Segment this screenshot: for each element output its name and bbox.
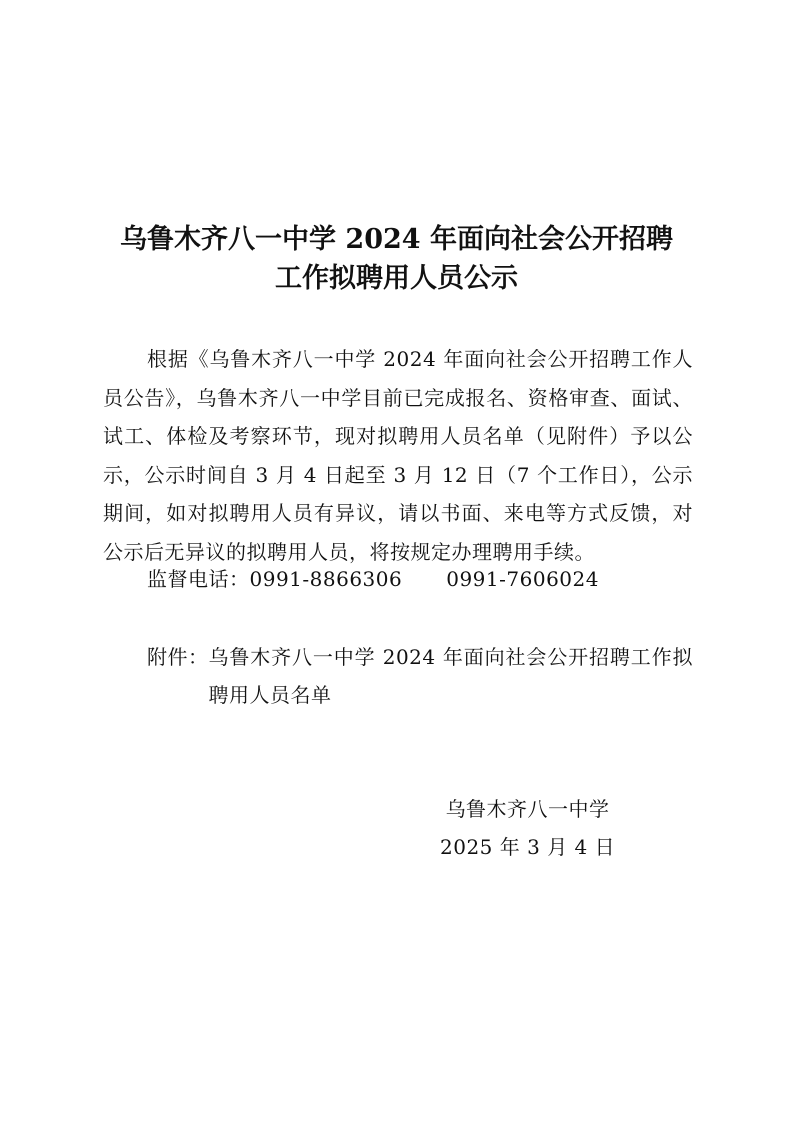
phone-number-1: 0991-8866306 bbox=[249, 567, 403, 591]
phone-label: 监督电话： bbox=[147, 567, 250, 591]
attachment-label: 附件： bbox=[147, 645, 209, 669]
document-title bbox=[100, 220, 693, 298]
body-paragraph: 根据《乌鲁木齐八一中学 2024 年面向社会公开招聘工作人员公告》，乌鲁木齐八一中学目前已完成报名、资格审查、面试、试工、体检及考察环节，现对拟聘用人员名单（见附件）予以公示，公示时间自 3 月 4 日起至 3 月 12 日（7 个工作日），公示期间，如对拟聘用人员有异议，请以书面、来电等方式反馈，对公示后无异议的拟聘用人员，将按规定办理聘用手续。 bbox=[103, 347, 693, 564]
signature-date: 2025 年 3 月 4 日 bbox=[440, 835, 616, 859]
phone-number-2: 0991-7606024 bbox=[446, 567, 599, 591]
title-line-1: 乌鲁木齐八一中学 2024 年面向社会公开招聘 bbox=[120, 224, 673, 255]
signature-organization: 乌鲁木齐八一中学 bbox=[445, 797, 610, 821]
attachment-name: 乌鲁木齐八一中学 2024 年面向社会公开招聘工作拟聘用人员名单 bbox=[208, 645, 693, 707]
title-line-2: 工作拟聘用人员公示 bbox=[275, 263, 518, 294]
signature-block bbox=[440, 790, 615, 866]
supervision-phone-line bbox=[147, 564, 599, 594]
attachment-note bbox=[147, 638, 693, 714]
